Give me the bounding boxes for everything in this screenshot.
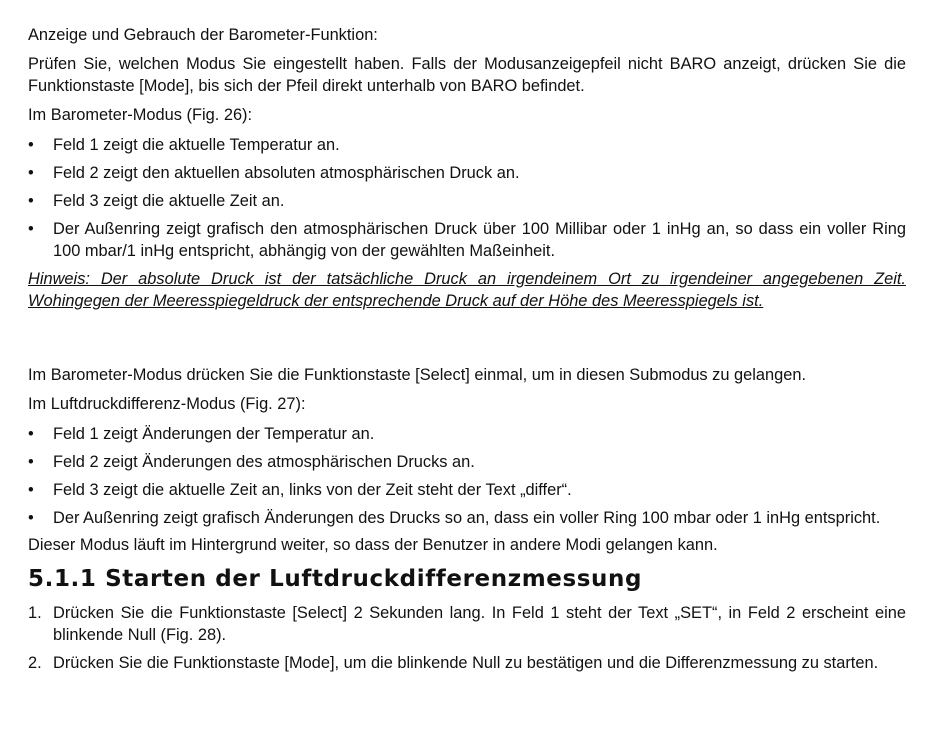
background-mode-paragraph: Dieser Modus läuft im Hintergrund weiter, so dass der Benutzer in andere Modi gelangen kann. [28, 536, 718, 554]
difference-mode-label: Im Luftdruckdifferenz-Modus (Fig. 27): [28, 395, 306, 413]
list-item: • Feld 3 zeigt die aktuelle Zeit an, links von der Zeit steht der Text „differ“. [28, 479, 906, 501]
list-item: • Feld 1 zeigt die aktuelle Temperatur an. [28, 134, 906, 156]
list-item [28, 652, 906, 674]
list-item: • Feld 3 zeigt die aktuelle Zeit an. [28, 190, 906, 212]
intro-paragraph: Prüfen Sie, welchen Modus Sie eingestellt haben. Falls der Modusanzeigepfeil nicht BARO anzeigt, drücken Sie die Funktionstaste [Mode], bis sich der Pfeil direkt unterhalb von BARO befindet. [28, 55, 906, 95]
list-item: • Der Außenring zeigt grafisch den atmosphärischen Druck über 100 Millibar oder 1 inHg an, so dass ein voller Ring 100 mbar/1 inHg entspricht, abhängig von der gewählten Maßeinheit. [28, 218, 906, 262]
steps-list [28, 602, 906, 674]
list-item: • Feld 2 zeigt Änderungen des atmosphärischen Drucks an. [28, 451, 906, 473]
list-item: • Feld 2 zeigt den aktuellen absoluten atmosphärischen Druck an. [28, 162, 906, 184]
step-text: Drücken Sie die Funktionstaste [Mode], um die blinkende Null zu bestätigen und die Differenzmessung zu starten. [53, 654, 879, 672]
section-heading-barometer: Anzeige und Gebrauch der Barometer-Funktion: [28, 26, 378, 44]
step-text: Drücken Sie die Funktionstaste [Select] 2 Sekunden lang. In Feld 1 steht der Text „SET“, in Feld 2 erscheint eine blinkende Null (Fig. 28). [53, 604, 906, 644]
step-number: 2. [28, 654, 42, 672]
blank-space [28, 312, 906, 364]
note-paragraph: Hinweis: Der absolute Druck ist der tatsächliche Druck an irgendeinem Ort zu irgendeiner angegebenen Zeit. Wohingegen der Meeresspiegeldruck der entsprechende Druck auf der Höhe des Meeresspiegels ist. [28, 270, 906, 310]
list-item: • Feld 1 zeigt Änderungen der Temperatur an. [28, 423, 906, 445]
list-item: • Der Außenring zeigt grafisch Änderungen des Drucks so an, dass ein voller Ring 100 mbar oder 1 inHg entspricht. [28, 507, 906, 529]
submode-intro-paragraph: Im Barometer-Modus drücken Sie die Funktionstaste [Select] einmal, um in diesen Submodus zu gelangen. [28, 366, 807, 384]
section-title-5-1-1: 5.1.1 Starten der Luftdruckdifferenzmessung [28, 566, 643, 592]
barometer-mode-label: Im Barometer-Modus (Fig. 26): [28, 106, 253, 124]
list-item [28, 602, 906, 646]
step-number: 1. [28, 604, 42, 622]
difference-bullet-list [28, 423, 906, 529]
barometer-bullet-list [28, 134, 906, 262]
